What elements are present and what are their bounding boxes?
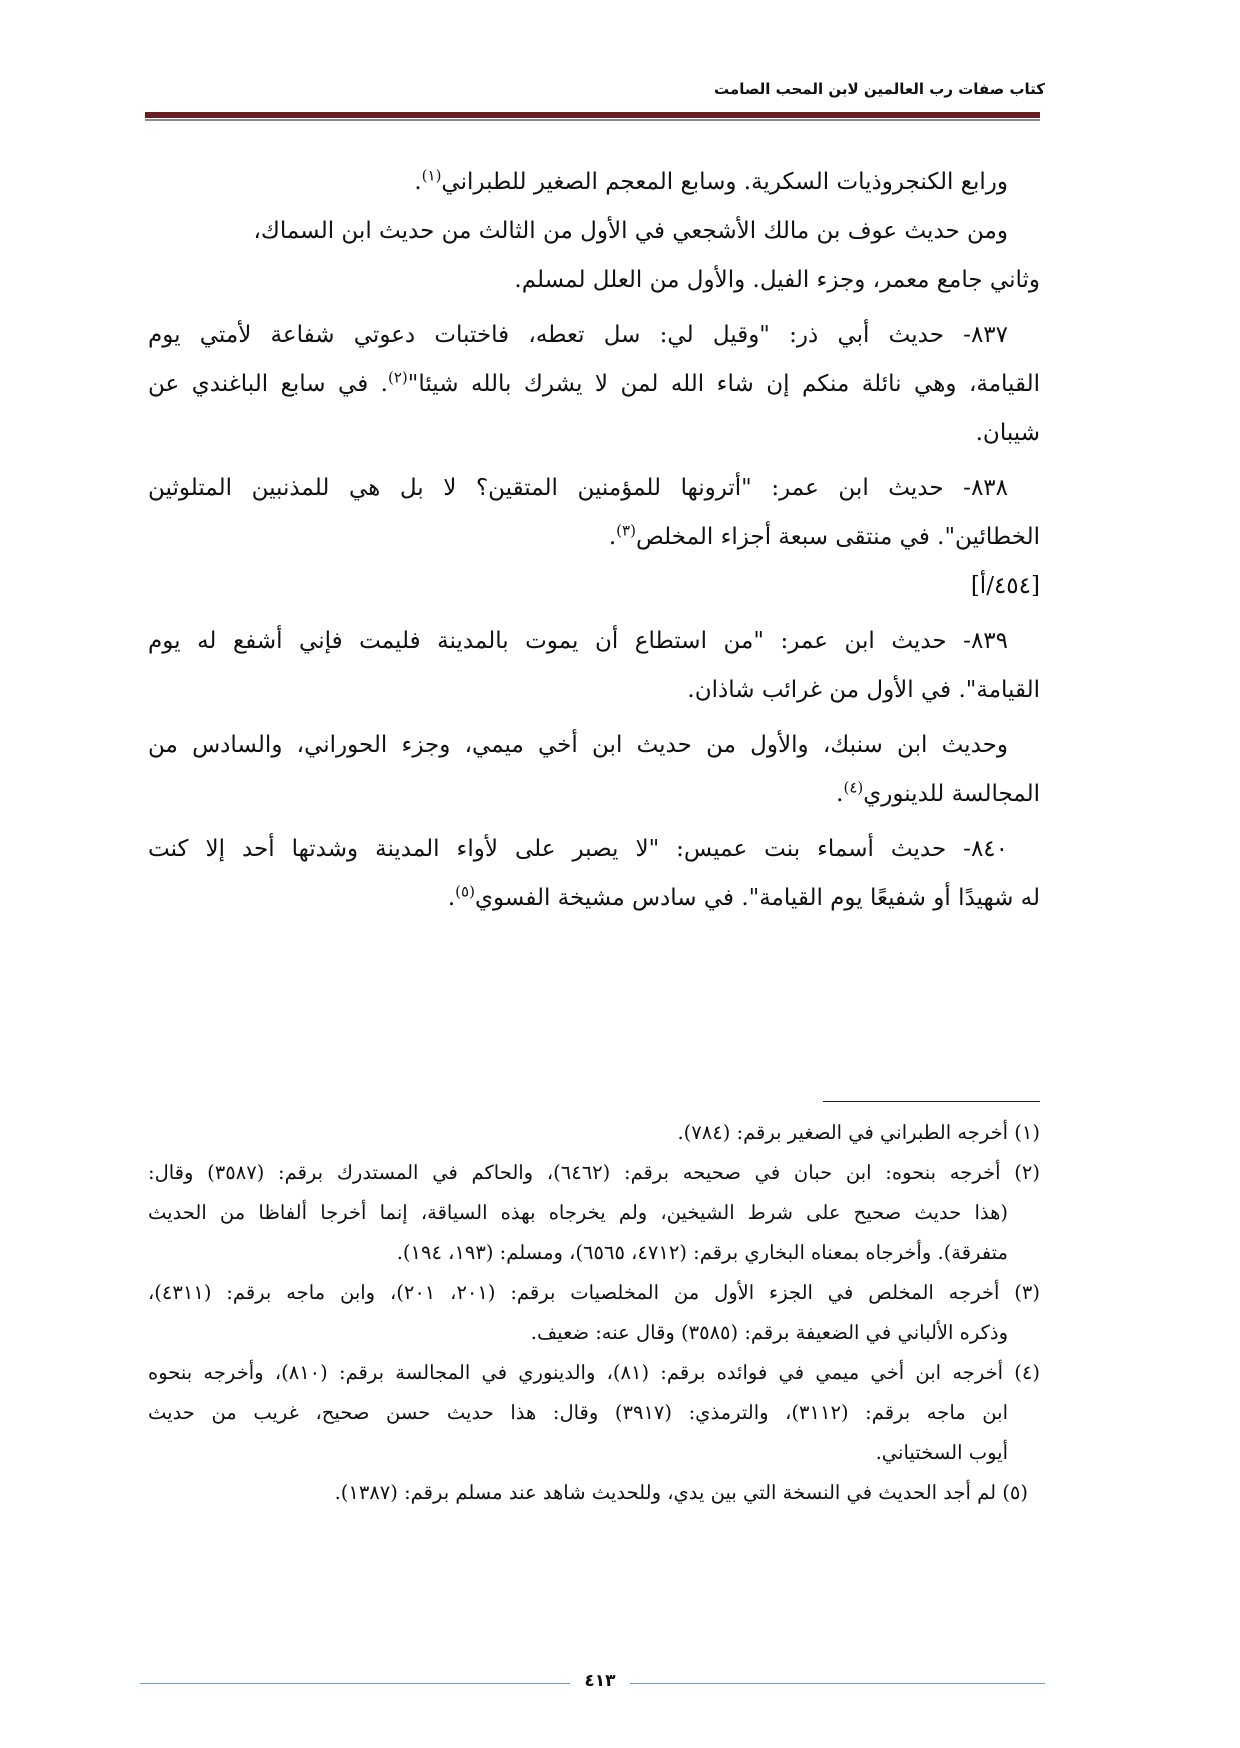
footnote-2: (٢) أخرجه بنحوه: ابن حبان في صحيحه برقم: (٦٤٦٢)، والحاكم في المستدرك برقم: (٣٥٨٧) وقال:: [148, 1161, 1040, 1184]
text-line: ومن حديث عوف بن مالك الأشجعي في الأول من الثالث من حديث ابن السماك،: [253, 218, 1008, 244]
text-run: ورابع الكنجروذيات السكرية. وسابع المعجم الصغير للطبراني: [441, 169, 1008, 195]
footnote-marker: (٣): [616, 521, 636, 540]
text-run: المجالسة للدينوري: [863, 781, 1040, 807]
footnote-marker: (٢): [388, 368, 408, 387]
text-run: .: [447, 885, 456, 911]
text-run: .: [608, 524, 617, 550]
footnote-2-cont: متفرقة). وأخرجاه بمعناه البخاري برقم: (٤٧١٢، ٦٥٦٥)، ومسلم: (١٩٣، ١٩٤).: [396, 1241, 1008, 1264]
footnote-3-cont: وذكره الألباني في الضعيفة برقم: (٣٥٨٥) وقال عنه: ضعيف.: [530, 1321, 1008, 1344]
page-number: ٤١٣: [584, 1671, 616, 1691]
footnote-4-cont: ابن ماجه برقم: (٣١١٢)، والترمذي: (٣٩١٧) وقال: هذا حديث حسن صحيح، غريب من حديث: [148, 1401, 1008, 1424]
header-rule: [145, 112, 1040, 118]
text-run: القيامة، وهي نائلة منكم إن شاء الله لمن لا يشرك بالله شيئا": [407, 371, 1040, 397]
footnote-marker: (٤): [843, 778, 864, 797]
footnotes: [148, 1113, 1040, 1513]
text-line: ٨٣٨- حديث ابن عمر: "أترونها للمؤمنين المتقين؟ لا بل هي للمذنبين المتلوثين: [148, 475, 1008, 501]
text-run: الخطائين". في منتقى سبعة أجزاء المخلص: [635, 524, 1040, 550]
footnote-1: (١) أخرجه الطبراني في الصغير برقم: (٧٨٤).: [677, 1121, 1040, 1144]
footer-rule-right: [630, 1683, 1045, 1684]
text-line: وحديث ابن سنبك، والأول من حديث ابن أخي ميمي، وجزء الحوراني، والسادس من: [148, 732, 1008, 758]
text-line: ٨٣٩- حديث ابن عمر: "من استطاع أن يموت بالمدينة فليمت فإني أشفع له يوم: [148, 628, 1008, 654]
manuscript-folio-marker: [٤٥٤/أ]: [970, 573, 1040, 599]
text-run: .: [414, 169, 422, 195]
main-text: [148, 158, 1040, 923]
text-line: القيامة". في الأول من غرائب شاذان.: [687, 677, 1040, 703]
text-run: . في سابع الباغندي عن: [148, 371, 388, 397]
footer-rule-left: [140, 1683, 570, 1684]
text-line: [148, 513, 1040, 562]
footnote-4: (٤) أخرجه ابن أخي ميمي في فوائده برقم: (٨١)، والدينوري في المجالسة برقم: (٨١٠)، وأخرجه بنحوه: [148, 1361, 1040, 1384]
text-run: .: [836, 781, 844, 807]
running-header-title: كتاب صفات رب العالمين لابن المحب الصامت: [714, 80, 1045, 98]
footnote-4-cont: أيوب السختياني.: [875, 1441, 1008, 1464]
text-line: [148, 770, 1040, 819]
text-line: [148, 874, 1040, 923]
footnote-marker: (١): [421, 166, 442, 185]
footnote-marker: (٥): [455, 882, 475, 901]
footnote-separator: [823, 1101, 1040, 1102]
header-rule-thin: [145, 119, 1040, 121]
text-line: [148, 158, 1040, 207]
footnote-3: (٣) أخرجه المخلص في الجزء الأول من المخلصيات برقم: (٢٠١، ٢٠١)، وابن ماجه برقم: (٤٣١١)،: [148, 1281, 1040, 1304]
text-line: [148, 360, 1040, 409]
text-line: ٨٣٧- حديث أبي ذر: "وقيل لي: سل تعطه، فاختبات دعوتي شفاعة لأمتي يوم: [148, 322, 1008, 348]
text-line: ٨٤٠- حديث أسماء بنت عميس: "لا يصبر على لأواء المدينة وشدتها أحد إلا كنت: [148, 836, 1008, 862]
footnote-5: (٥) لم أجد الحديث في النسخة التي بين يدي، وللحديث شاهد عند مسلم برقم: (١٣٨٧).: [334, 1481, 1028, 1504]
footnote-2-cont: (هذا حديث صحيح على شرط الشيخين، ولم يخرجاه بهذه السياقة، إنما أخرجا ألفاظا من الحديث: [148, 1201, 1008, 1224]
text-line: شيبان.: [975, 420, 1040, 446]
text-run: له شهيدًا أو شفيعًا يوم القيامة". في سادس مشيخة الفسوي: [474, 885, 1040, 911]
text-line: وثاني جامع معمر، وجزء الفيل. والأول من العلل لمسلم.: [514, 267, 1040, 293]
